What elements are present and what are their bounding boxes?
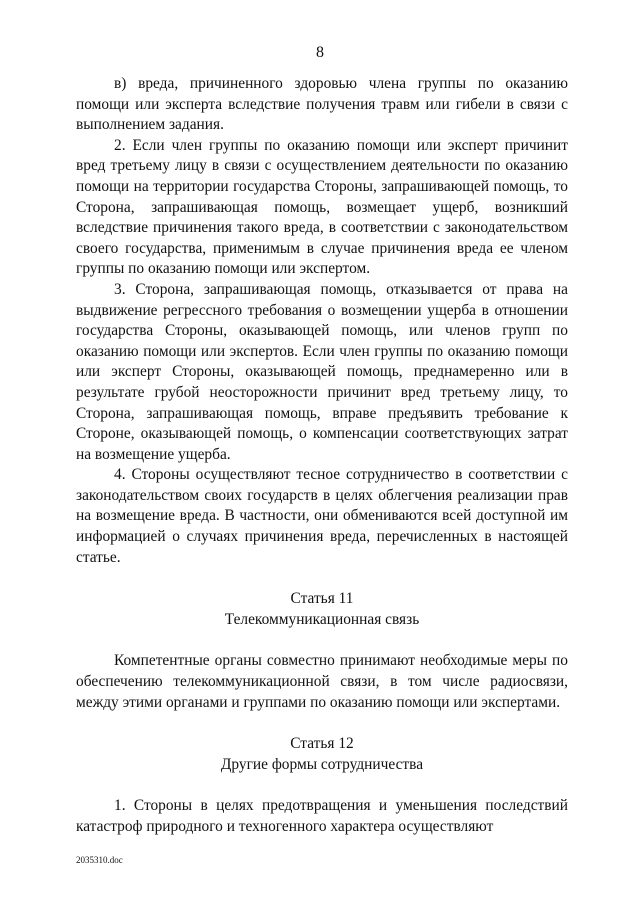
paragraph-v: в) вреда, причиненного здоровью члена группы по оказанию помощи или эксперта вследствие получения травм или гибели в связи с выполнением задания. bbox=[76, 75, 568, 134]
file-name-footer: 2035310.doc bbox=[76, 855, 123, 865]
article-11-number: Статья 11 bbox=[290, 590, 354, 608]
document-body bbox=[76, 74, 568, 838]
paragraph-3: 3. Сторона, запрашивающая помощь, отказывается от права на выдвижение регрессного требования о возмещении ущерба в отношении государства Стороны, оказывающей помощь, или членов групп по оказанию помощи или экспертов. Если член группы по оказанию помощи или эксперт Стороны, оказывающей помощь, преднамеренно или в результате грубой неосторожности причинит вред третьему лицу, то Сторона, запрашивающая помощь, вправе предъявить требование к Стороне, оказывающей помощь, о компенсации соответствующих затрат на возмещение ущерба. bbox=[76, 280, 568, 463]
article-12-text: 1. Стороны в целях предотвращения и уменьшения последствий катастроф природного и техногенного характера осуществляют bbox=[76, 797, 568, 835]
paragraph-4: 4. Стороны осуществляют тесное сотрудничество в соответствии с законодательством своих государств в целях облегчения реализации прав на возмещение вреда. В частности, они обмениваются всей доступной им информацией о случаях причинения вреда, перечисленных в настоящей статье. bbox=[76, 466, 568, 566]
article-12-title: Другие формы сотрудничества bbox=[220, 755, 424, 773]
article-11-title: Телекоммуникационная связь bbox=[224, 610, 420, 628]
article-12-number: Статья 12 bbox=[290, 735, 354, 753]
article-11-text: Компетентные органы совместно принимают необходимые меры по обеспечению телекоммуникационной связи, в том числе радиосвязи, между этими органами и группами по оказанию помощи или экспертами. bbox=[76, 652, 568, 711]
page-number: 8 bbox=[316, 44, 324, 61]
paragraph-2: 2. Если член группы по оказанию помощи или эксперт причинит вред третьему лицу в связи с осуществлением деятельности по оказанию помощи на территории государства Стороны, запрашивающей помощь, то Сторона, запрашивающая помощь, возмещает ущерб, возникший вследствие причинения такого вреда, в соответствии с законодательством своего государства, применимым в случае причинения вреда ее членом группы по оказанию помощи или экспертом. bbox=[76, 136, 568, 278]
